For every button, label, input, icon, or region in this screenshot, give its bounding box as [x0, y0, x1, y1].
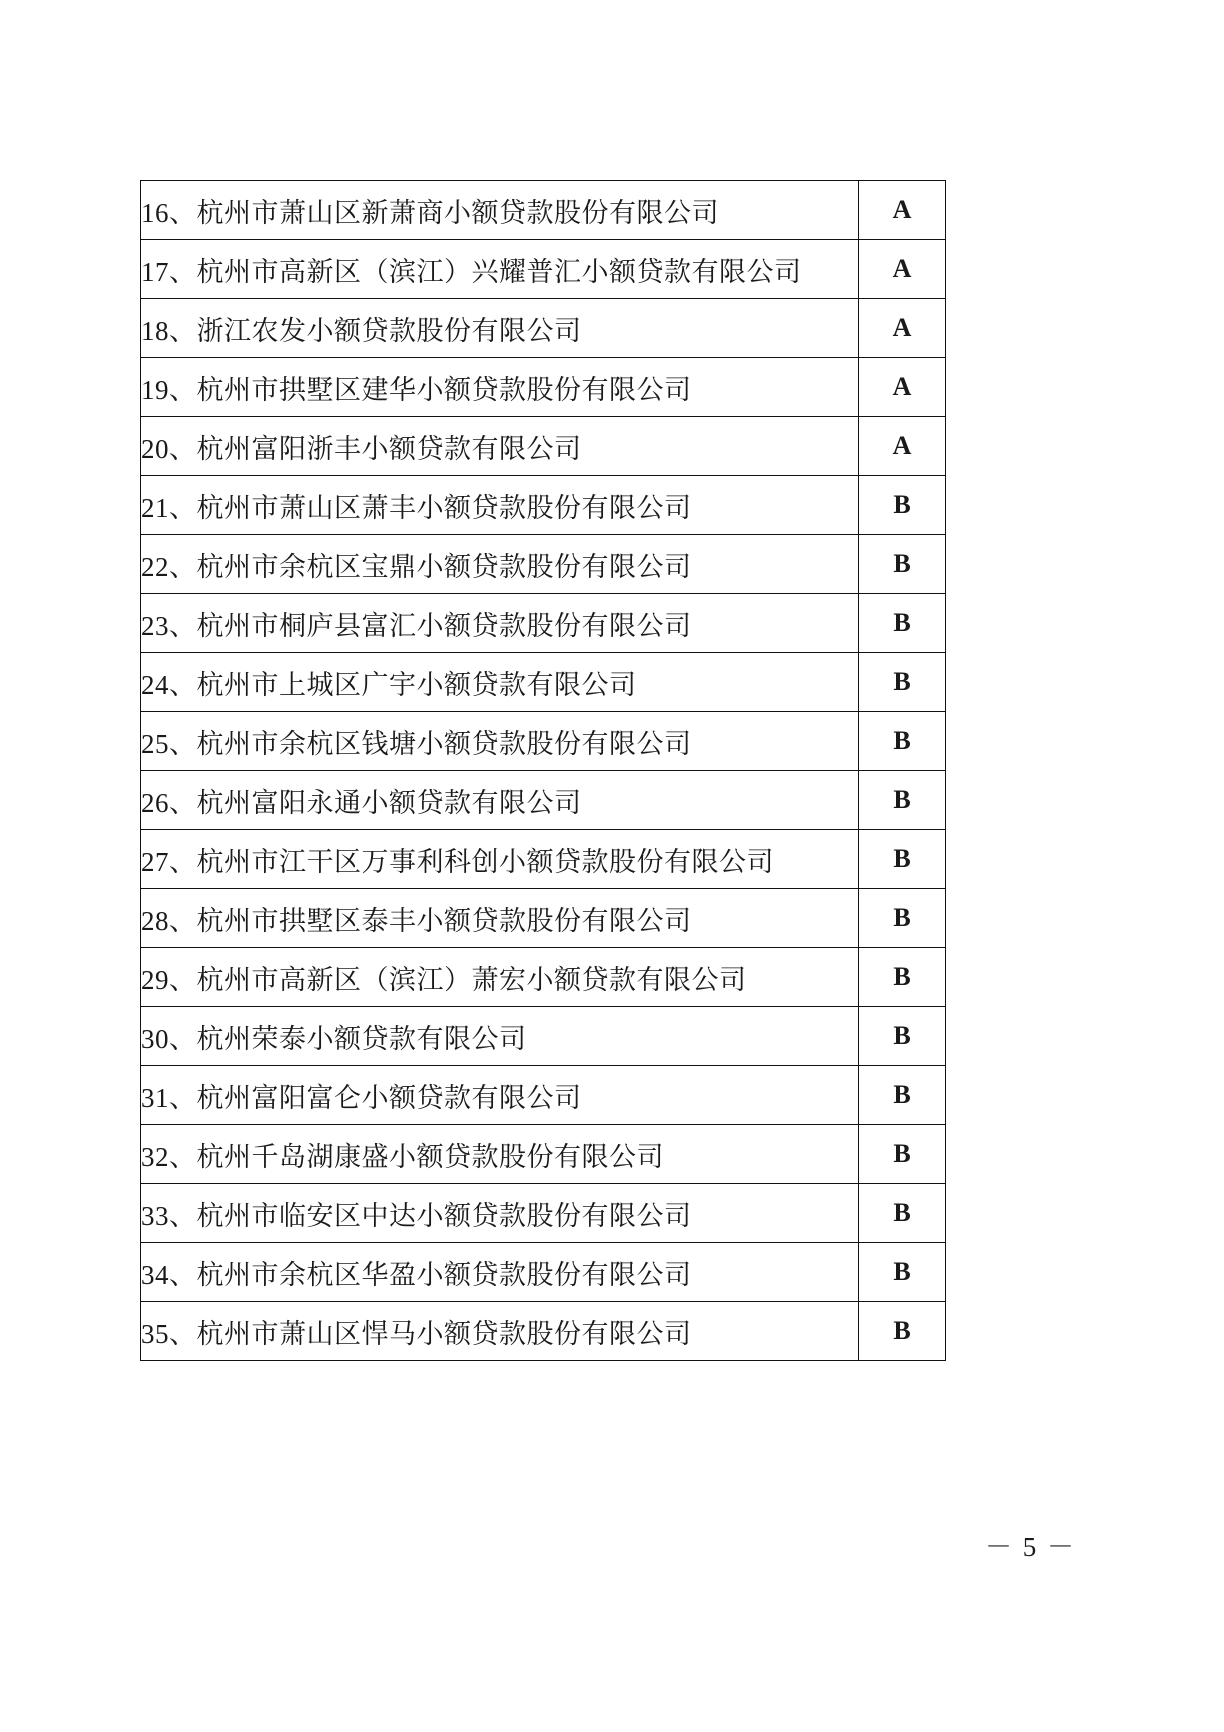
- rating-grade-label: B: [893, 1080, 911, 1109]
- table-row: [141, 830, 946, 889]
- institution-name-cell: [141, 1066, 859, 1125]
- institution-name-cell: [141, 240, 859, 299]
- table-row: [141, 1125, 946, 1184]
- institution-name-cell: [141, 712, 859, 771]
- institution-name-label: 杭州市余杭区华盈小额贷款股份有限公司: [196, 1259, 692, 1290]
- institution-name-label: 杭州市拱墅区泰丰小额贷款股份有限公司: [196, 905, 692, 936]
- table-row: [141, 476, 946, 535]
- table-row: [141, 1302, 946, 1361]
- institution-name-label: 杭州市拱墅区建华小额贷款股份有限公司: [196, 374, 692, 405]
- page-number: － 5 －: [985, 1532, 1076, 1562]
- rating-grade-label: B: [893, 785, 911, 814]
- row-index-label: 23、: [141, 610, 197, 641]
- rating-grade-cell: [859, 240, 946, 299]
- institution-name-cell: [141, 889, 859, 948]
- table-row: [141, 417, 946, 476]
- rating-grade-label: A: [892, 313, 912, 342]
- institution-name-label: 杭州市江干区万事利科创小额贷款股份有限公司: [196, 846, 774, 877]
- table-row: [141, 1007, 946, 1066]
- institution-name-cell: [141, 830, 859, 889]
- institution-name-cell: [141, 948, 859, 1007]
- rating-grade-label: B: [893, 962, 911, 991]
- rating-grade-cell: [859, 594, 946, 653]
- row-index-label: 34、: [141, 1259, 197, 1290]
- table-row: [141, 653, 946, 712]
- row-index-label: 18、: [141, 315, 197, 346]
- row-index-label: 20、: [141, 433, 197, 464]
- institution-name-cell: [141, 535, 859, 594]
- rating-grade-label: B: [893, 903, 911, 932]
- table-row: [141, 712, 946, 771]
- rating-grade-label: A: [892, 431, 912, 460]
- institution-name-label: 杭州富阳富仑小额贷款有限公司: [196, 1082, 582, 1113]
- row-index-label: 24、: [141, 669, 197, 700]
- institution-name-cell: [141, 771, 859, 830]
- rating-grade-cell: [859, 889, 946, 948]
- rating-grade-cell: [859, 771, 946, 830]
- rating-grade-cell: [859, 181, 946, 240]
- row-index-label: 27、: [141, 846, 197, 877]
- row-index-label: 31、: [141, 1082, 197, 1113]
- rating-grade-cell: [859, 1184, 946, 1243]
- rating-grade-label: B: [893, 844, 911, 873]
- institution-name-label: 浙江农发小额贷款股份有限公司: [196, 315, 582, 346]
- institution-name-label: 杭州市余杭区钱塘小额贷款股份有限公司: [196, 728, 692, 759]
- table-row: [141, 594, 946, 653]
- rating-grade-label: B: [893, 549, 911, 578]
- table-row: [141, 889, 946, 948]
- institution-name-label: 杭州千岛湖康盛小额贷款股份有限公司: [196, 1141, 664, 1172]
- rating-grade-label: B: [893, 1198, 911, 1227]
- institution-name-cell: [141, 653, 859, 712]
- institution-name-cell: [141, 417, 859, 476]
- institution-rating-table: [140, 180, 946, 1361]
- rating-grade-label: A: [892, 195, 912, 224]
- institution-name-label: 杭州富阳永通小额贷款有限公司: [196, 787, 582, 818]
- institution-name-cell: [141, 1007, 859, 1066]
- rating-grade-cell: [859, 417, 946, 476]
- rating-grade-cell: [859, 476, 946, 535]
- institution-name-cell: [141, 1125, 859, 1184]
- row-index-label: 25、: [141, 728, 197, 759]
- row-index-label: 26、: [141, 787, 197, 818]
- institution-name-label: 杭州市临安区中达小额贷款股份有限公司: [196, 1200, 692, 1231]
- table-row: [141, 240, 946, 299]
- table-row: [141, 1066, 946, 1125]
- institution-name-label: 杭州市桐庐县富汇小额贷款股份有限公司: [196, 610, 692, 641]
- row-index-label: 30、: [141, 1023, 197, 1054]
- table-body: [141, 181, 946, 1361]
- table-row: [141, 358, 946, 417]
- rating-grade-cell: [859, 653, 946, 712]
- rating-grade-cell: [859, 1125, 946, 1184]
- table-row: [141, 1184, 946, 1243]
- table-row: [141, 181, 946, 240]
- institution-name-label: 杭州市高新区（滨江）兴耀普汇小额贷款有限公司: [196, 256, 802, 287]
- rating-grade-cell: [859, 535, 946, 594]
- institution-name-cell: [141, 594, 859, 653]
- table-row: [141, 535, 946, 594]
- rating-grade-label: B: [893, 667, 911, 696]
- row-index-label: 19、: [141, 374, 197, 405]
- row-index-label: 16、: [141, 197, 197, 228]
- table-row: [141, 299, 946, 358]
- institution-name-cell: [141, 299, 859, 358]
- row-index-label: 35、: [141, 1318, 197, 1349]
- institution-name-cell: [141, 358, 859, 417]
- rating-grade-label: B: [893, 1316, 911, 1345]
- rating-grade-label: B: [893, 1257, 911, 1286]
- row-index-label: 17、: [141, 256, 197, 287]
- institution-name-label: 杭州富阳浙丰小额贷款有限公司: [196, 433, 582, 464]
- institution-name-label: 杭州市上城区广宇小额贷款有限公司: [196, 669, 637, 700]
- table-row: [141, 1243, 946, 1302]
- institution-name-cell: [141, 1302, 859, 1361]
- rating-grade-cell: [859, 830, 946, 889]
- rating-grade-label: A: [892, 254, 912, 283]
- table-row: [141, 948, 946, 1007]
- institution-name-label: 杭州荣泰小额贷款有限公司: [196, 1023, 527, 1054]
- row-index-label: 21、: [141, 492, 197, 523]
- institution-name-label: 杭州市高新区（滨江）萧宏小额贷款有限公司: [196, 964, 747, 995]
- institution-name-cell: [141, 476, 859, 535]
- rating-grade-cell: [859, 299, 946, 358]
- institution-name-cell: [141, 1184, 859, 1243]
- rating-grade-label: B: [893, 726, 911, 755]
- table-row: [141, 771, 946, 830]
- rating-grade-cell: [859, 1066, 946, 1125]
- institution-name-cell: [141, 181, 859, 240]
- institution-rating-table-wrapper: [140, 180, 945, 1361]
- row-index-label: 29、: [141, 964, 197, 995]
- institution-name-label: 杭州市萧山区新萧商小额贷款股份有限公司: [196, 197, 719, 228]
- rating-grade-cell: [859, 712, 946, 771]
- institution-name-label: 杭州市萧山区悍马小额贷款股份有限公司: [196, 1318, 692, 1349]
- rating-grade-label: B: [893, 1021, 911, 1050]
- row-index-label: 22、: [141, 551, 197, 582]
- row-index-label: 32、: [141, 1141, 197, 1172]
- institution-name-label: 杭州市余杭区宝鼎小额贷款股份有限公司: [196, 551, 692, 582]
- institution-name-cell: [141, 1243, 859, 1302]
- rating-grade-cell: [859, 1007, 946, 1066]
- rating-grade-label: A: [892, 372, 912, 401]
- rating-grade-label: B: [893, 608, 911, 637]
- row-index-label: 28、: [141, 905, 197, 936]
- institution-name-label: 杭州市萧山区萧丰小额贷款股份有限公司: [196, 492, 692, 523]
- rating-grade-cell: [859, 358, 946, 417]
- rating-grade-cell: [859, 948, 946, 1007]
- rating-grade-cell: [859, 1243, 946, 1302]
- rating-grade-cell: [859, 1302, 946, 1361]
- rating-grade-label: B: [893, 1139, 911, 1168]
- row-index-label: 33、: [141, 1200, 197, 1231]
- rating-grade-label: B: [893, 490, 911, 519]
